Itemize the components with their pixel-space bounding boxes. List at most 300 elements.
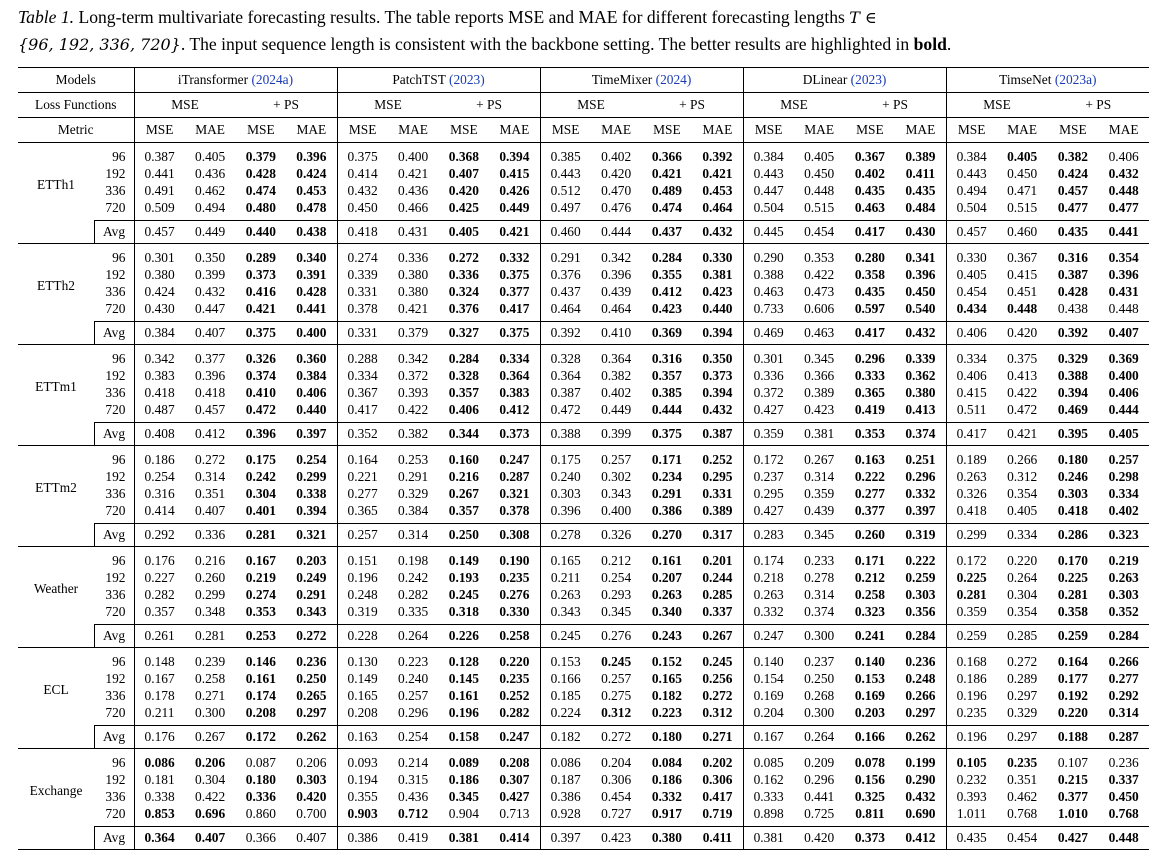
value-cell: 0.165: [337, 687, 388, 704]
metric-mse-label: MSE: [134, 118, 185, 143]
value-cell: 0.206: [185, 749, 236, 772]
value-cell: 0.394: [702, 385, 733, 400]
value-cell: 0.343: [601, 486, 632, 501]
value-cell: 0.405: [1007, 503, 1038, 518]
avg-value-cell: 0.388: [540, 423, 591, 446]
value-cell: 0.303: [1108, 587, 1139, 602]
avg-label: Avg: [94, 423, 134, 446]
value-cell: 0.394: [1057, 385, 1088, 400]
value-cell: 0.400: [601, 503, 632, 518]
header-row-loss: [18, 93, 1149, 118]
value-cell: 0.253: [388, 446, 439, 469]
value-cell: 0.224: [540, 704, 591, 726]
value-cell: 0.194: [337, 771, 388, 788]
metric-mae-label: MAE: [489, 118, 540, 143]
value-cell: 0.288: [337, 345, 388, 368]
value-cell: 0.196: [337, 569, 388, 586]
table-row: [18, 586, 1149, 603]
horizon-label: 720: [105, 806, 126, 821]
value-cell: 0.284: [642, 244, 693, 267]
value-cell: 0.405: [185, 143, 236, 166]
avg-value-cell: 0.420: [794, 827, 845, 850]
value-cell: 0.278: [804, 570, 835, 585]
value-cell: 0.086: [134, 749, 185, 772]
value-cell: 0.427: [499, 789, 530, 804]
table-row: [18, 569, 1149, 586]
value-cell: 0.314: [195, 469, 226, 484]
value-cell: 0.257: [601, 671, 632, 686]
value-cell: 0.512: [540, 182, 591, 199]
value-cell: 0.272: [185, 446, 236, 469]
value-cell: 0.406: [1108, 385, 1139, 400]
metric-mse-label: MSE: [642, 118, 693, 143]
value-cell: 0.329: [398, 486, 429, 501]
value-cell: 0.422: [398, 402, 429, 417]
value-cell: 0.300: [804, 705, 835, 720]
value-cell: 0.274: [245, 587, 276, 602]
loss-ps-label: + PS: [439, 93, 541, 118]
value-cell: 0.448: [1108, 301, 1139, 316]
avg-value-cell: 0.163: [337, 726, 388, 749]
value-cell: 0.225: [946, 569, 997, 586]
value-cell: 0.237: [743, 468, 794, 485]
value-cell: 0.202: [692, 749, 743, 772]
value-cell: 0.171: [642, 446, 693, 469]
value-cell: 0.196: [946, 687, 997, 704]
avg-value-cell: 0.397: [286, 423, 337, 446]
value-cell: 0.161: [448, 688, 479, 703]
value-cell: 0.140: [845, 648, 896, 671]
dataset-label: ECL: [18, 648, 94, 726]
value-cell: 0.450: [905, 284, 936, 299]
table-row: [18, 244, 1149, 267]
value-cell: 0.267: [794, 446, 845, 469]
value-cell: 0.436: [195, 166, 226, 181]
value-cell: 0.303: [540, 485, 591, 502]
horizon-label: 720: [105, 705, 126, 720]
avg-value-cell: 0.272: [286, 625, 337, 648]
avg-value-cell: 0.417: [845, 221, 896, 244]
value-cell: 0.171: [845, 547, 896, 570]
value-cell: 0.351: [1007, 772, 1038, 787]
value-cell: 0.405: [946, 266, 997, 283]
avg-value-cell: 0.359: [743, 423, 794, 446]
value-cell: 0.345: [794, 345, 845, 368]
avg-value-cell: 0.449: [185, 221, 236, 244]
value-cell: 0.215: [1057, 772, 1088, 787]
value-cell: 0.366: [642, 143, 693, 166]
table-row: [18, 384, 1149, 401]
avg-value-cell: 0.469: [743, 322, 794, 345]
value-cell: 0.431: [1108, 284, 1139, 299]
value-cell: 0.208: [489, 749, 540, 772]
value-cell: 0.421: [702, 166, 733, 181]
avg-value-cell: 0.267: [185, 726, 236, 749]
avg-value-cell: 0.323: [1098, 524, 1149, 547]
avg-value-cell: 0.399: [591, 423, 642, 446]
value-cell: 0.302: [601, 469, 632, 484]
value-cell: 0.333: [854, 368, 885, 383]
avg-row: [18, 423, 1149, 446]
value-cell: 0.355: [337, 788, 388, 805]
value-cell: 0.385: [540, 143, 591, 166]
value-cell: 0.396: [905, 267, 936, 282]
value-cell: 0.332: [489, 244, 540, 267]
value-cell: 0.167: [134, 670, 185, 687]
value-cell: 0.476: [601, 200, 632, 215]
value-cell: 0.489: [651, 183, 682, 198]
value-cell: 0.388: [1057, 368, 1088, 383]
value-cell: 0.175: [540, 446, 591, 469]
avg-spacer: [18, 625, 94, 648]
value-cell: 0.377: [499, 284, 530, 299]
value-cell: 0.208: [337, 704, 388, 726]
value-cell: 0.338: [134, 788, 185, 805]
metric-mae-label: MAE: [1098, 118, 1149, 143]
value-cell: 0.432: [702, 402, 733, 417]
metric-header-label: Metric: [18, 118, 134, 143]
table-row: [18, 199, 1149, 221]
value-cell: 0.415: [946, 384, 997, 401]
value-cell: 0.477: [1057, 200, 1088, 215]
value-cell: 0.372: [398, 368, 429, 383]
value-cell: 0.257: [398, 688, 429, 703]
value-cell: 0.418: [946, 502, 997, 524]
value-cell: 0.381: [702, 267, 733, 282]
value-cell: 0.410: [245, 385, 276, 400]
avg-value-cell: 0.276: [591, 625, 642, 648]
avg-value-cell: 0.319: [895, 524, 946, 547]
value-cell: 0.387: [134, 143, 185, 166]
metric-mae-label: MAE: [794, 118, 845, 143]
horizon-label: 192: [105, 469, 126, 484]
value-cell: 0.412: [651, 284, 682, 299]
value-cell: 0.339: [337, 266, 388, 283]
value-cell: 0.211: [540, 569, 591, 586]
value-cell: 0.296: [804, 772, 835, 787]
value-cell: 0.719: [702, 806, 733, 821]
value-cell: 0.768: [1108, 806, 1139, 821]
value-cell: 0.169: [743, 687, 794, 704]
value-cell: 0.287: [499, 469, 530, 484]
value-cell: 0.214: [388, 749, 439, 772]
loss-ps-label: + PS: [642, 93, 744, 118]
value-cell: 0.360: [286, 345, 337, 368]
value-cell: 0.266: [997, 446, 1048, 469]
dataset-label: Exchange: [18, 749, 94, 827]
avg-value-cell: 0.243: [642, 625, 693, 648]
avg-value-cell: 0.400: [286, 322, 337, 345]
avg-value-cell: 0.285: [997, 625, 1048, 648]
value-cell: 0.259: [905, 570, 936, 585]
value-cell: 0.343: [540, 603, 591, 625]
horizon-label: 192: [105, 166, 126, 181]
value-cell: 0.353: [245, 604, 276, 619]
table-row: [18, 771, 1149, 788]
value-cell: 0.154: [743, 670, 794, 687]
value-cell: 0.358: [854, 267, 885, 282]
avg-value-cell: 0.440: [236, 221, 287, 244]
value-cell: 0.384: [946, 143, 997, 166]
value-cell: 0.306: [702, 772, 733, 787]
value-cell: 0.242: [398, 570, 429, 585]
dataset-label: Weather: [18, 547, 94, 625]
value-cell: 0.420: [296, 789, 327, 804]
value-cell: 0.380: [134, 266, 185, 283]
value-cell: 0.386: [651, 503, 682, 518]
value-cell: 0.225: [1057, 570, 1088, 585]
value-cell: 0.418: [134, 384, 185, 401]
value-cell: 0.457: [195, 402, 226, 417]
avg-value-cell: 0.375: [489, 322, 540, 345]
horizon-label: 96: [94, 446, 134, 469]
value-cell: 0.335: [398, 604, 429, 619]
avg-value-cell: 0.408: [134, 423, 185, 446]
value-cell: 0.206: [286, 749, 337, 772]
value-cell: 0.331: [702, 486, 733, 501]
value-cell: 0.350: [185, 244, 236, 267]
value-cell: 0.252: [499, 688, 530, 703]
value-cell: 0.440: [702, 301, 733, 316]
value-cell: 0.432: [905, 789, 936, 804]
avg-value-cell: 0.448: [1098, 827, 1149, 850]
avg-value-cell: 0.345: [794, 524, 845, 547]
value-cell: 0.236: [1098, 749, 1149, 772]
value-cell: 0.242: [245, 469, 276, 484]
value-cell: 0.332: [743, 603, 794, 625]
value-cell: 0.348: [195, 604, 226, 619]
table-row: [18, 648, 1149, 671]
value-cell: 0.406: [448, 402, 479, 417]
dataset-label: ETTm1: [18, 345, 94, 423]
value-cell: 0.234: [651, 469, 682, 484]
value-cell: 0.178: [134, 687, 185, 704]
value-cell: 0.690: [905, 806, 936, 821]
avg-value-cell: 0.182: [540, 726, 591, 749]
value-cell: 0.342: [134, 345, 185, 368]
loss-ps-label: + PS: [1048, 93, 1150, 118]
value-cell: 0.152: [642, 648, 693, 671]
value-cell: 0.336: [448, 267, 479, 282]
loss-ps-label: + PS: [845, 93, 947, 118]
value-cell: 0.439: [804, 503, 835, 518]
value-cell: 0.295: [743, 485, 794, 502]
value-cell: 0.328: [540, 345, 591, 368]
value-cell: 0.084: [642, 749, 693, 772]
avg-value-cell: 0.267: [692, 625, 743, 648]
value-cell: 0.149: [439, 547, 490, 570]
value-cell: 0.272: [997, 648, 1048, 671]
value-cell: 0.254: [601, 570, 632, 585]
value-cell: 0.254: [134, 468, 185, 485]
horizon-label: 96: [94, 749, 134, 772]
avg-value-cell: 0.386: [337, 827, 388, 850]
value-cell: 0.374: [245, 368, 276, 383]
value-cell: 0.384: [296, 368, 327, 383]
value-cell: 0.511: [946, 401, 997, 423]
avg-value-cell: 0.292: [134, 524, 185, 547]
value-cell: 0.156: [854, 772, 885, 787]
value-cell: 0.220: [489, 648, 540, 671]
value-cell: 0.365: [337, 502, 388, 524]
value-cell: 0.443: [540, 165, 591, 182]
value-cell: 0.149: [337, 670, 388, 687]
metric-mae-label: MAE: [997, 118, 1048, 143]
value-cell: 0.443: [946, 165, 997, 182]
value-cell: 0.301: [743, 345, 794, 368]
value-cell: 0.216: [448, 469, 479, 484]
value-cell: 0.436: [398, 789, 429, 804]
value-cell: 0.296: [845, 345, 896, 368]
value-cell: 0.236: [895, 648, 946, 671]
avg-value-cell: 0.257: [337, 524, 388, 547]
avg-spacer: [18, 423, 94, 446]
dataset-label: ETTh2: [18, 244, 94, 322]
value-cell: 0.387: [1057, 267, 1088, 282]
table-row: [18, 485, 1149, 502]
avg-value-cell: 0.253: [236, 625, 287, 648]
value-cell: 0.402: [854, 166, 885, 181]
value-cell: 0.292: [1108, 688, 1139, 703]
value-cell: 0.203: [286, 547, 337, 570]
value-cell: 0.386: [540, 788, 591, 805]
value-cell: 0.186: [651, 772, 682, 787]
loss-mse-label: MSE: [946, 93, 1048, 118]
value-cell: 0.407: [195, 503, 226, 518]
value-cell: 0.219: [1098, 547, 1149, 570]
value-cell: 0.258: [195, 671, 226, 686]
avg-value-cell: 0.321: [286, 524, 337, 547]
value-cell: 0.440: [296, 402, 327, 417]
value-cell: 0.235: [997, 749, 1048, 772]
avg-value-cell: 0.384: [134, 322, 185, 345]
caption-math-set: {96, 192, 336, 720}: [18, 35, 181, 54]
avg-value-cell: 0.366: [236, 827, 287, 850]
avg-value-cell: 0.410: [591, 322, 642, 345]
value-cell: 0.301: [134, 244, 185, 267]
value-cell: 0.372: [743, 384, 794, 401]
header-row-models: [18, 68, 1149, 93]
value-cell: 0.472: [1007, 402, 1038, 417]
value-cell: 0.453: [702, 183, 733, 198]
value-cell: 0.181: [134, 771, 185, 788]
avg-value-cell: 0.331: [337, 322, 388, 345]
horizon-label: 96: [94, 244, 134, 267]
value-cell: 0.397: [905, 503, 936, 518]
avg-value-cell: 0.417: [946, 423, 997, 446]
value-cell: 0.282: [134, 586, 185, 603]
metric-mse-label: MSE: [337, 118, 388, 143]
table-row: [18, 300, 1149, 322]
value-cell: 0.265: [296, 688, 327, 703]
avg-value-cell: 0.259: [1048, 625, 1099, 648]
value-cell: 0.418: [195, 385, 226, 400]
avg-value-cell: 0.412: [185, 423, 236, 446]
value-cell: 0.257: [591, 446, 642, 469]
avg-value-cell: 0.180: [642, 726, 693, 749]
caption-text-2: . The input sequence length is consistent with the backbone setting. The better results are highlighted in: [180, 34, 914, 54]
value-cell: 0.223: [388, 648, 439, 671]
value-cell: 0.267: [448, 486, 479, 501]
value-cell: 0.509: [134, 199, 185, 221]
value-cell: 0.176: [134, 547, 185, 570]
value-cell: 0.383: [134, 367, 185, 384]
avg-spacer: [18, 524, 94, 547]
value-cell: 0.362: [905, 368, 936, 383]
value-cell: 0.314: [1108, 705, 1139, 720]
value-cell: 0.356: [905, 604, 936, 619]
horizon-label: 336: [105, 789, 126, 804]
value-cell: 0.367: [337, 384, 388, 401]
value-cell: 0.227: [134, 569, 185, 586]
value-cell: 0.314: [804, 469, 835, 484]
value-cell: 0.078: [845, 749, 896, 772]
loss-mse-label: MSE: [743, 93, 845, 118]
value-cell: 0.383: [499, 385, 530, 400]
value-cell: 0.597: [854, 301, 885, 316]
metric-mse-label: MSE: [845, 118, 896, 143]
table-row: [18, 805, 1149, 827]
value-cell: 0.463: [854, 200, 885, 215]
value-cell: 0.332: [651, 789, 682, 804]
avg-value-cell: 0.457: [134, 221, 185, 244]
value-cell: 0.343: [296, 604, 327, 619]
value-cell: 0.295: [702, 469, 733, 484]
value-cell: 0.330: [692, 244, 743, 267]
avg-value-cell: 0.262: [286, 726, 337, 749]
value-cell: 0.443: [743, 165, 794, 182]
avg-value-cell: 0.259: [946, 625, 997, 648]
value-cell: 0.389: [895, 143, 946, 166]
horizon-label: 336: [105, 284, 126, 299]
caption-label: Table 1.: [18, 7, 75, 27]
value-cell: 0.337: [1108, 772, 1139, 787]
table-row: [18, 687, 1149, 704]
value-cell: 0.248: [337, 586, 388, 603]
value-cell: 0.441: [134, 165, 185, 182]
value-cell: 0.474: [651, 200, 682, 215]
value-cell: 0.276: [499, 587, 530, 602]
value-cell: 0.316: [642, 345, 693, 368]
avg-value-cell: 0.314: [388, 524, 439, 547]
avg-value-cell: 0.406: [946, 322, 997, 345]
value-cell: 0.334: [1108, 486, 1139, 501]
table-row: [18, 603, 1149, 625]
value-cell: 0.277: [1108, 671, 1139, 686]
avg-value-cell: 0.297: [997, 726, 1048, 749]
value-cell: 0.396: [601, 267, 632, 282]
value-cell: 0.319: [337, 603, 388, 625]
avg-value-cell: 0.387: [692, 423, 743, 446]
model-header-itransformer: iTransformer (2024a): [134, 68, 337, 93]
avg-value-cell: 0.300: [794, 625, 845, 648]
value-cell: 0.245: [448, 587, 479, 602]
value-cell: 0.727: [601, 806, 632, 821]
value-cell: 0.325: [854, 789, 885, 804]
avg-value-cell: 0.344: [439, 423, 490, 446]
value-cell: 0.471: [1007, 183, 1038, 198]
avg-value-cell: 0.375: [642, 423, 693, 446]
avg-value-cell: 0.430: [895, 221, 946, 244]
value-cell: 0.245: [591, 648, 642, 671]
value-cell: 0.340: [651, 604, 682, 619]
avg-value-cell: 0.278: [540, 524, 591, 547]
results-table-body: [18, 68, 1149, 850]
value-cell: 0.175: [236, 446, 287, 469]
avg-label: Avg: [94, 625, 134, 648]
caption-text-3: .: [946, 34, 952, 54]
avg-value-cell: 0.420: [997, 322, 1048, 345]
